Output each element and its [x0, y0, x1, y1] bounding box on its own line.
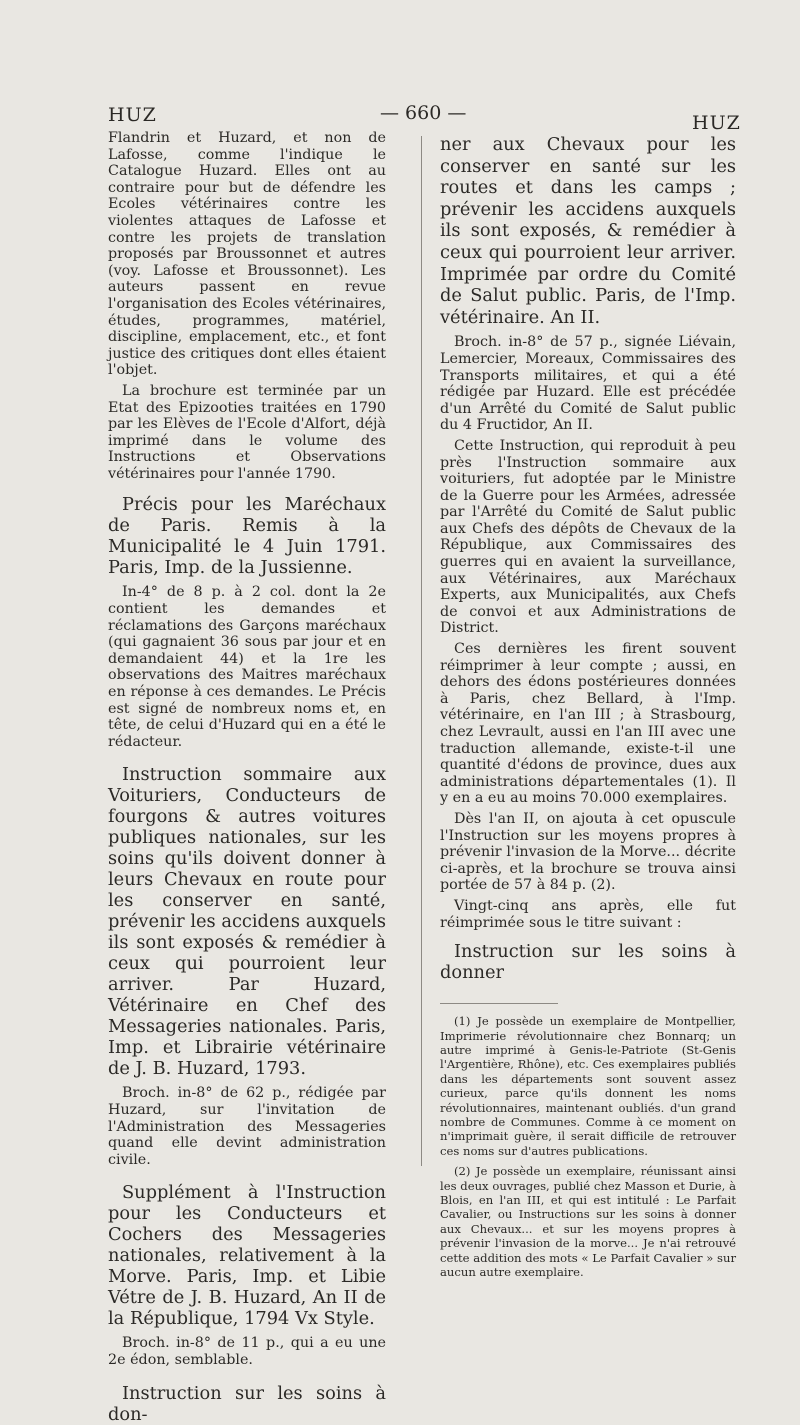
entry-title: Instruction sur les soins à don- — [108, 1382, 386, 1425]
paragraph: La brochure est terminée par un Etat des Epizooties traitées en 1790 par les Elèves de l'Ecole d'Alfort, déjà imprimé dans le volume des Instructions et Observations vétérinaires pour l'année 1790. — [108, 382, 386, 482]
entry-title: Instruction sommaire aux Voituriers, Conducteurs de fourgons & autres voitures publiques nationales, sur les soins qu'ils doivent donner à leurs Chevaux en route pour les conserver en santé, prévenir les accidens auxquels ils sont exposés & remédier à ceux qui pourroient leur arriver. Par Huzard, Vétérinaire en Chef des Messageries nationales. Paris, Imp. et Librairie vétérinaire de J. B. Huzard, 1793. — [108, 764, 386, 1080]
paragraph: Dès l'an II, on ajouta à cet opuscule l'Instruction sur les moyens propres à prévenir l'invasion de la Morve... décrite ci-après, et la brochure se trouva ainsi portée de 57 à 84 p. (2). — [440, 810, 736, 894]
paragraph: Ces dernières les firent souvent réimprimer à leur compte ; aussi, en dehors des édons postérieures données à Paris, chez Bellard, à l'Imp. vétérinaire, en l'an III ; à Strasbourg, chez Levrault, aussi en l'an III avec une traduction allemande, existe-t-il une quantité d'édons de province, dues aux administrations départementales (1). Il y en a eu au moins 70.000 exemplaires. — [440, 641, 736, 807]
entry-description: Broch. in-8° de 57 p., signée Liévain, Lemercier, Moreaux, Commissaires des Transports militaires, et qui a été rédigée par Huzard. Elle est précédée d'un Arrêté du Comité de Salut public du 4 Fructidor, An II. — [440, 334, 736, 434]
entry-title: Instruction sur les soins à donner — [440, 941, 736, 984]
running-head-left: HUZ — [108, 104, 157, 126]
entry-description: Broch. in-8° de 62 p., rédigée par Huzard, sur l'invitation de l'Administration des Messageries quand elle devint administration civile. — [108, 1085, 386, 1168]
right-column — [440, 134, 736, 1279]
left-column — [108, 130, 386, 1425]
footnote: (1) Je possède un exemplaire de Montpellier, Imprimerie révolutionnaire chez Bonnarq; un autre imprimé à Genis-le-Patriote (St-Genis l'Argentière, Rhône), etc. Ces exemplaires publiés dans les départements sont souvent assez curieux, parce qu'ils donnent les noms révolutionnaires, maintenant oubliés. d'un grand nombre de Communes. Comme à ce moment on n'imprimait guère, il serait difficile de retrouver ces noms sur d'autres publications. — [440, 1014, 736, 1158]
paragraph: Cette Instruction, qui reproduit à peu près l'Instruction sommaire aux voituriers, fut adoptée par le Ministre de la Guerre pour les Armées, adressée par l'Arrêté du Comité de Salut public aux Chefs des dépôts de Chevaux de la République, aux Commissaires des guerres qui en avaient la surveillance, aux Vétérinaires, aux Maréchaux Experts, aux Municipalités, aux Chefs de convoi et aux Administrations de District. — [440, 437, 736, 637]
running-head-right: HUZ — [692, 112, 741, 134]
footnote: (2) Je possède un exemplaire, réunissant ainsi les deux ouvrages, publié chez Masson et Durie, à Blois, en l'an III, et qui est intitulé : Le Parfait Cavalier, ou Instructions sur les soins à donner aux Chevaux... et sur les moyens propres à prévenir l'invasion de la morve... Je n'ai retrouvé cette addition des mots « Le Parfait Cavalier » sur aucun autre exemplaire. — [440, 1164, 736, 1280]
column-divider — [421, 136, 422, 1166]
entry-title-continued: ner aux Chevaux pour les conserver en santé sur les routes et dans les camps ; prévenir les accidens auxquels ils sont exposés, & remédier à ceux qui pourroient leur arriver. Imprimée par ordre du Comité de Salut public. Paris, de l'Imp. vétérinaire. An II. — [440, 134, 736, 328]
page-number: — 660 — — [380, 102, 467, 124]
entry-description: Broch. in-8° de 11 p., qui a eu une 2e édon, semblable. — [108, 1335, 386, 1368]
paragraph: Flandrin et Huzard, et non de Lafosse, comme l'indique le Catalogue Huzard. Elles ont au contraire pour but de défendre les Ecoles vétérinaires contre les violentes attaques de Lafosse et contre les projets de translation proposés par Broussonnet et autres (voy. Lafosse et Broussonnet). Les auteurs passent en revue l'organisation des Ecoles vétérinaires, études, programmes, matériel, discipline, emplacement, etc., et font justice des critiques dont elles étaient l'objet. — [108, 130, 386, 379]
entry-title: Supplément à l'Instruction pour les Conducteurs et Cochers des Messageries nationales, relativement à la Morve. Paris, Imp. et Libie Vétre de J. B. Huzard, An II de la République, 1794 Vx Style. — [108, 1182, 386, 1330]
entry-title: Précis pour les Maréchaux de Paris. Remis à la Municipalité le 4 Juin 1791. Paris, Imp. de la Jussienne. — [108, 494, 386, 579]
paragraph: Vingt-cinq ans après, elle fut réimprimée sous le titre suivant : — [440, 897, 736, 931]
footnote-rule — [440, 1003, 558, 1004]
entry-description: In-4° de 8 p. à 2 col. dont la 2e contient les demandes et réclamations des Garçons maréchaux (qui gagnaient 36 sous par jour et en demandaient 44) et la 1re les observations des Maitres maréchaux en réponse à ces demandes. Le Précis est signé de nombreux noms et, en tête, de celui d'Huzard qui en a été le rédacteur. — [108, 584, 386, 750]
